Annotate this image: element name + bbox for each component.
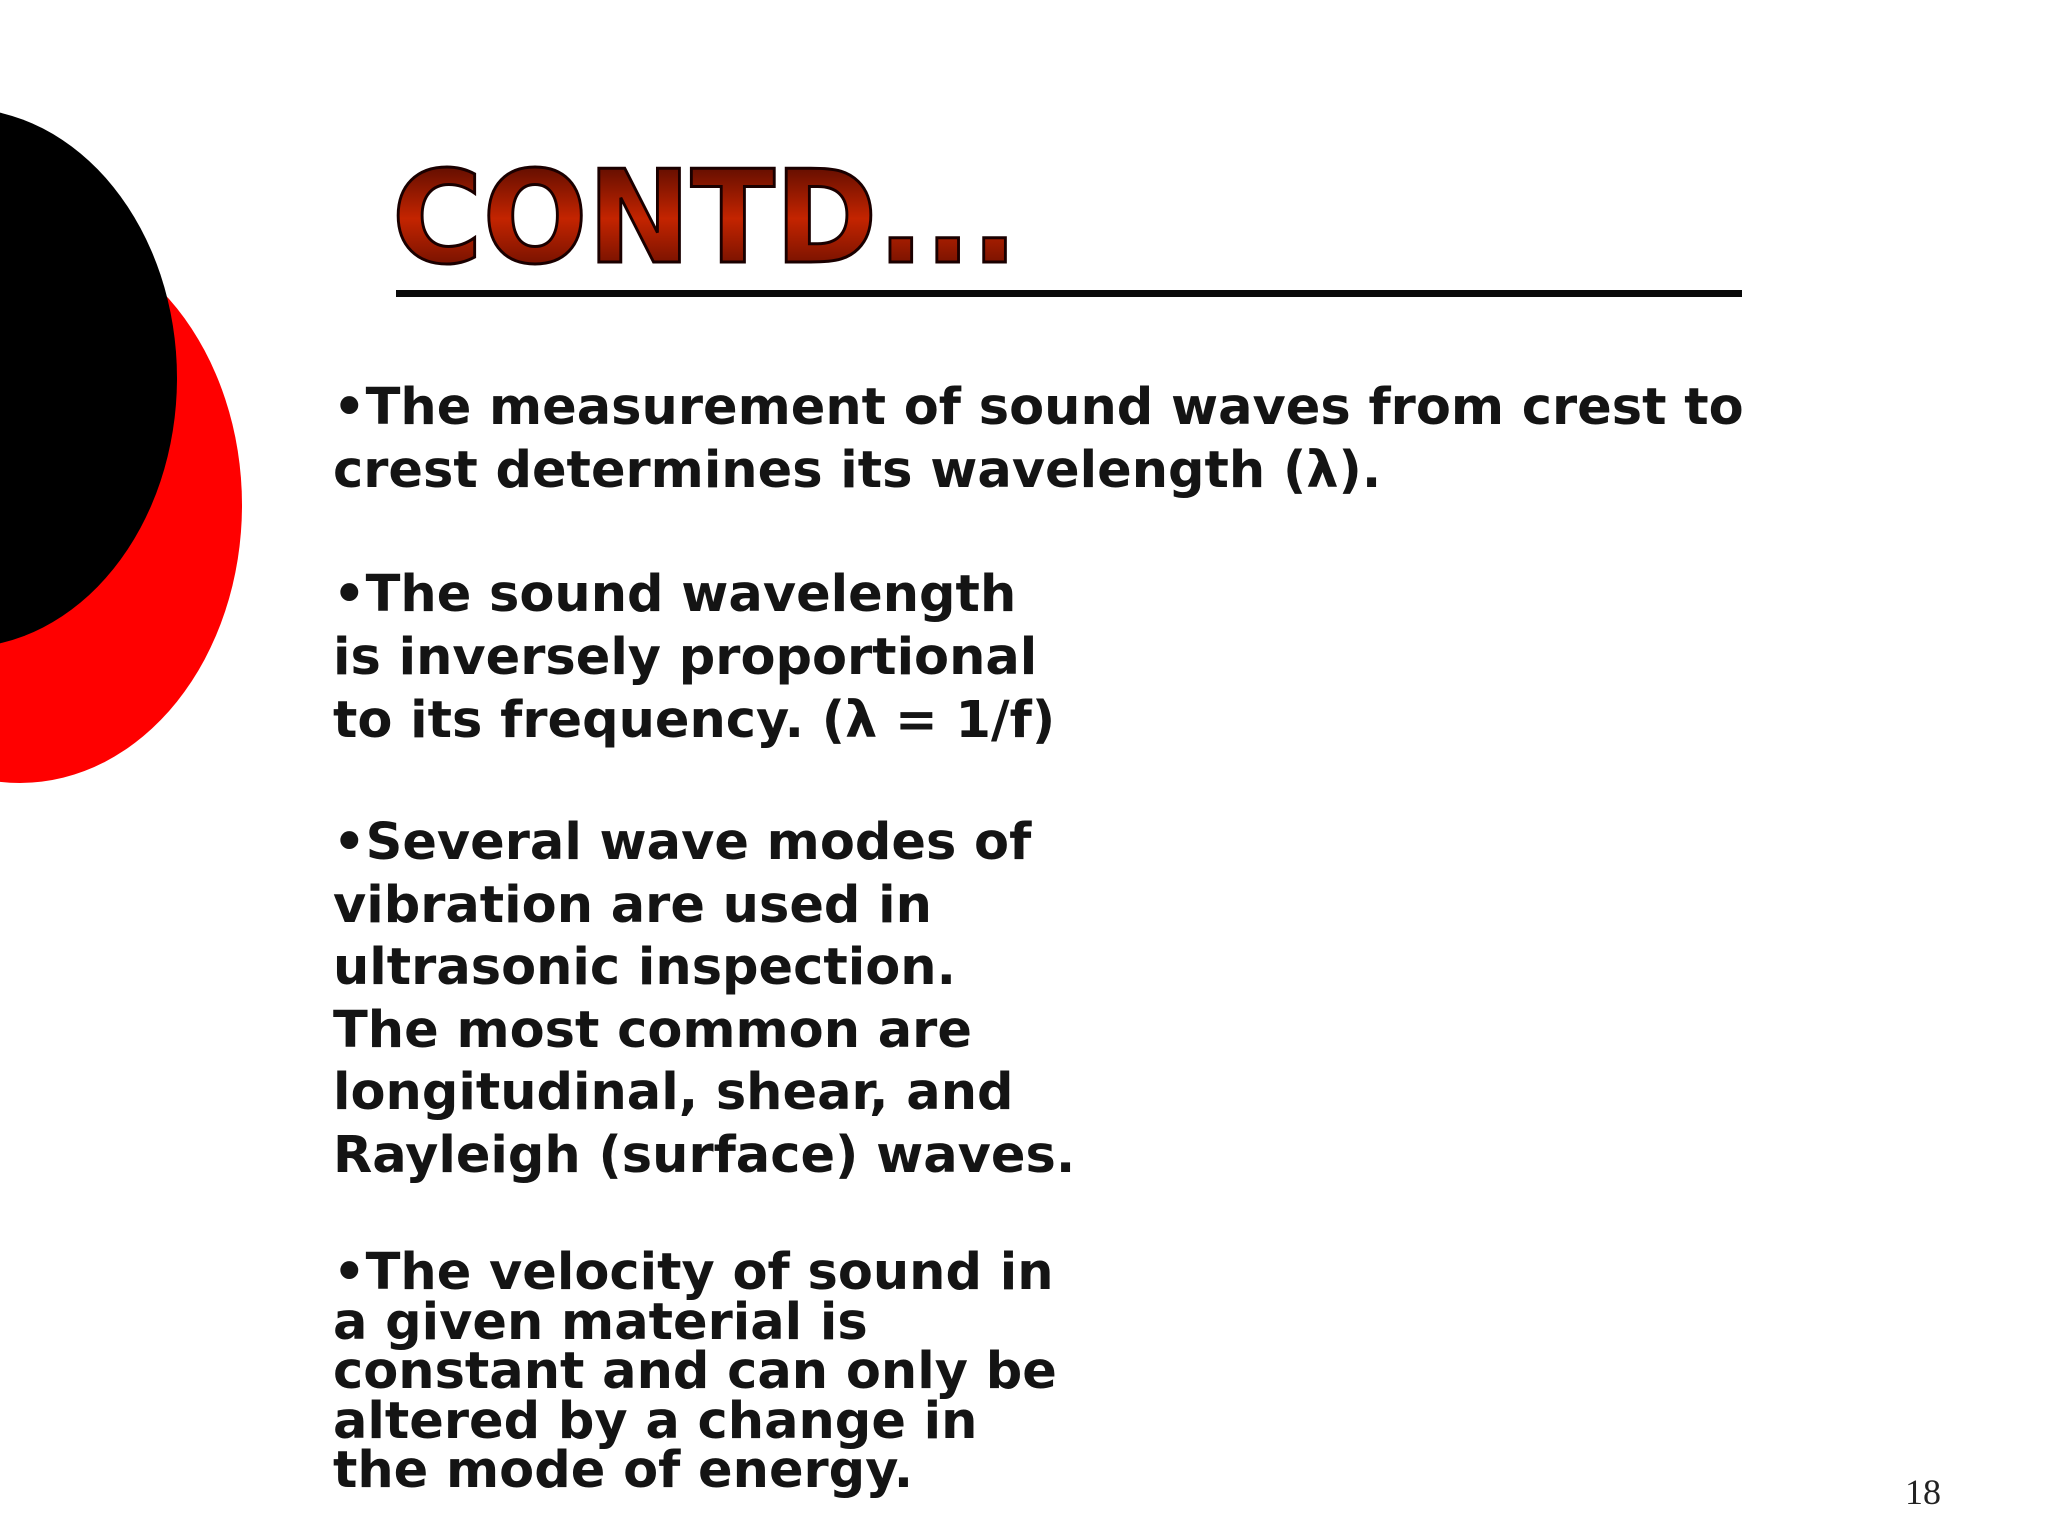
title-underline bbox=[396, 290, 1742, 297]
bullet-inverse-frequency: •The sound wavelength is inversely proportional to its frequency. (λ = 1/f) bbox=[333, 565, 1056, 750]
bullet-wavelength-measurement: •The measurement of sound waves from crest to crest determines its wavelength (λ). bbox=[333, 378, 1744, 500]
bullet-sound-velocity: •The velocity of sound in a given material is constant and can only be altered by a change in the mode of energy. bbox=[333, 1243, 1057, 1500]
bullet-wave-modes: •Several wave modes of vibration are used in ultrasonic inspection. The most common are longitudinal, shear, and Rayleigh (surface) waves. bbox=[333, 813, 1076, 1185]
slide-title-text: CONTD... bbox=[392, 150, 1018, 280]
slide-title bbox=[388, 150, 1148, 280]
decorative-ellipses bbox=[0, 0, 260, 800]
page-number: 18 bbox=[1905, 1472, 1941, 1512]
title-block bbox=[388, 150, 1748, 300]
